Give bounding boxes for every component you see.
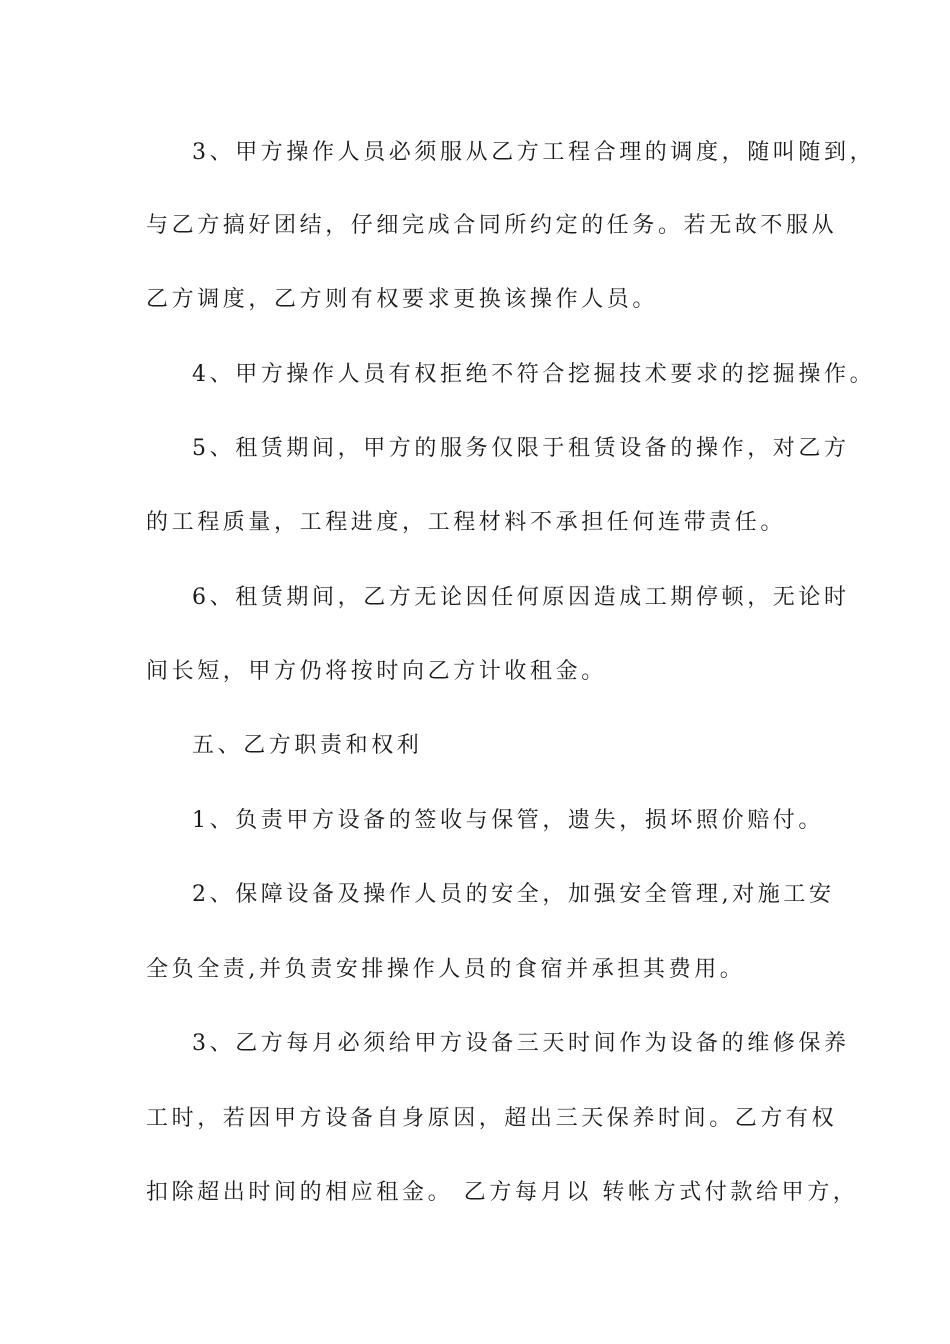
paragraph-line: 2、保障设备及操作人员的安全，加强安全管理,对施工安 bbox=[192, 882, 835, 907]
paragraph-line: 6、租赁期间，乙方无论因任何原因造成工期停顿，无论时 bbox=[192, 585, 850, 610]
paragraph-line: 1、负责甲方设备的签收与保管，遗失，损坏照价赔付。 bbox=[192, 808, 824, 833]
paragraph-line: 工时，若因甲方设备自身原因，超出三天保养时间。乙方有权 bbox=[146, 1106, 838, 1131]
paragraph-line: 3、甲方操作人员必须服从乙方工程合理的调度，随叫随到， bbox=[192, 140, 876, 165]
paragraph-line: 3、乙方每月必须给甲方设备三天时间作为设备的维修保养 bbox=[192, 1031, 850, 1056]
section-heading: 五、乙方职责和权利 bbox=[192, 733, 423, 758]
paragraph-line: 与乙方搞好团结，仔细完成合同所约定的任务。若无故不服从 bbox=[146, 213, 838, 238]
paragraph-line: 4、甲方操作人员有权拒绝不符合挖掘技术要求的挖掘操作。 bbox=[192, 362, 876, 387]
paragraph-line: 全负全责,并负责安排操作人员的食宿并承担其费用。 bbox=[146, 957, 746, 982]
paragraph-line: 乙方调度，乙方则有权要求更换该操作人员。 bbox=[146, 287, 659, 312]
paragraph-line: 扣除超出时间的相应租金。 乙方每月以 转帐方式付款给甲方， bbox=[146, 1180, 859, 1205]
paragraph-line: 间长短，甲方仍将按时向乙方计收租金。 bbox=[146, 659, 607, 684]
paragraph-line: 5、租赁期间，甲方的服务仅限于租赁设备的操作，对乙方 bbox=[192, 436, 850, 461]
paragraph-line: 的工程质量，工程进度，工程材料不承担任何连带责任。 bbox=[146, 510, 787, 535]
